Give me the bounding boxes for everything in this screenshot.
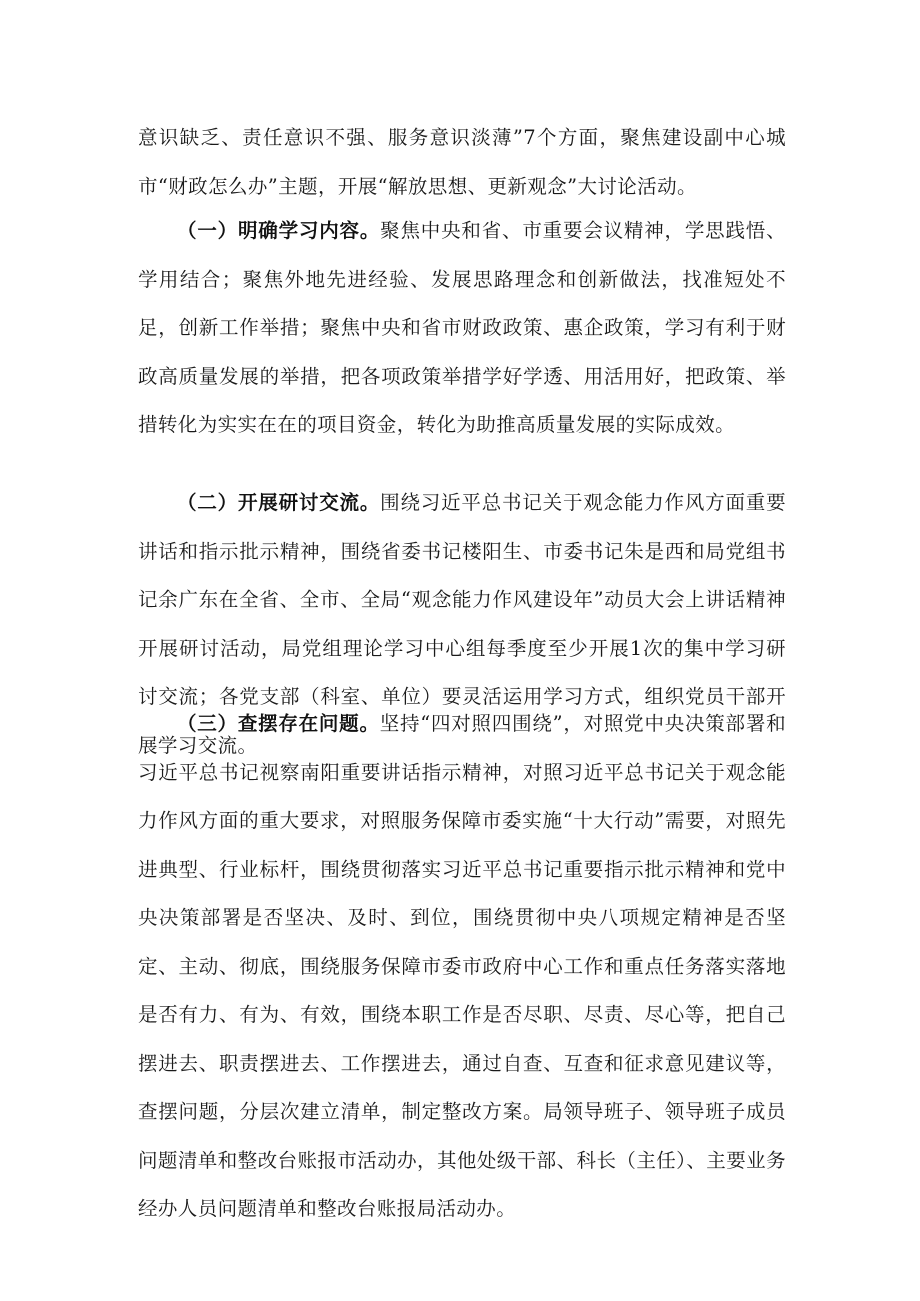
paragraph-intro-continuation [138,114,786,211]
paragraph-text: 坚持“四对照四围绕”，对照党中央决策部署和习近平总书记视察南阳重要讲话指示精神，对照习近平总书记关于观念能力作风方面的重大要求，对照服务保障市委实施“十大行动”需要，对照先进典型、行业标杆，围绕贯彻落实习近平总书记重要指示批示精神和党中央决策部署是否坚决、及时、到位，围绕贯彻中央八项规定精神是否坚定、主动、彻底，围绕服务保障市委市政府中心工作和重点任务落实落地是否有力、有为、有效，围绕本职工作是否尽职、尽责、尽心等，把自己摆进去、职责摆进去、工作摆进去，通过自查、互查和征求意见建议等，查摆问题，分层次建立清单，制定整改方案。局领导班子、领导班子成员问题清单和整改台账报市活动办，其他处级干部、科长（主任）、主要业务经办人员问题清单和整改台账报局活动办。 [138,712,786,1220]
paragraph-text: 意识缺乏、责任意识不强、服务意识淡薄”7个方面，聚焦建设副中心城市“财政怎么办”主题，开展“解放思想、更新观念”大讨论活动。 [138,126,786,198]
paragraph-learning-content [138,207,786,450]
paragraph-identify-problems [138,700,786,1234]
section-heading-1: （一）明确学习内容。 [177,219,381,242]
paragraph-text: 围绕习近平总书记关于观念能力作风方面重要讲话和指示批示精神，围绕省委书记楼阳生、市委书记朱是西和局党组书记余广东在全省、全市、全局“观念能力作风建设年”动员大会上讲话精神开展研讨活动，局党组理论学习中心组每季度至少开展1次的集中学习研讨交流；各党支部（科室、单位）要灵活运用学习方式，组织党员干部开展学习交流。 [138,491,786,757]
section-heading-3: （三）查摆存在问题。 [177,712,380,735]
paragraph-body [138,700,786,1234]
section-heading-2: （二）开展研讨交流。 [177,491,381,514]
paragraph-body [138,207,786,450]
paragraph-text: 聚焦中央和省、市重要会议精神，学思践悟、学用结合；聚焦外地先进经验、发展思路理念和创新做法，找准短处不足，创新工作举措；聚焦中央和省市财政政策、惠企政策，学习有利于财政高质量发展的举措，把各项政策举措学好学透、用活用好，把政策、举措转化为实实在在的项目资金，转化为助推高质量发展的实际成效。 [138,219,786,436]
